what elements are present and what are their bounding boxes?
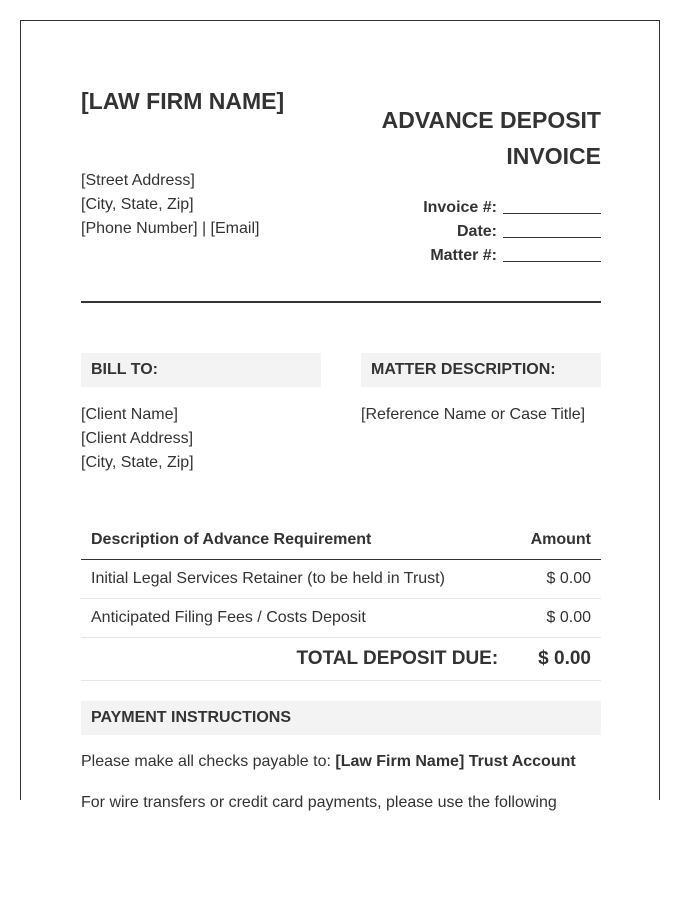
table-header-row [81,520,601,560]
invoice-date-blank[interactable] [503,219,601,238]
deposit-table [81,520,601,681]
invoice-title: ADVANCE DEPOSIT INVOICE [381,107,601,169]
wire-transfer-line: For wire transfers or credit card payments, please use the following [81,794,557,811]
total-amount: $ 0.00 [538,648,591,669]
firm-phone-email: [Phone Number] | [Email] [81,220,260,237]
checks-payee: [Law Firm Name] Trust Account [335,753,576,770]
invoice-number-label: Invoice #: [423,199,497,216]
firm-address [81,169,341,241]
bill-to-heading: BILL TO: [81,353,321,387]
client-city-state-zip: [City, State, Zip] [81,454,194,471]
description-column-header: Description of Advance Requirement [91,531,372,548]
matter-number-label: Matter #: [430,247,497,264]
matter-number-blank[interactable] [503,243,601,262]
amount-column-header: Amount [530,531,591,548]
invoice-content [81,21,601,811]
firm-street: [Street Address] [81,172,195,189]
row-description: Initial Legal Services Retainer (to be held in Trust) [91,570,445,587]
invoice-date-label: Date: [456,223,497,240]
table-row [81,560,601,599]
bill-to-details [81,403,194,475]
matter-number-row [321,241,601,265]
client-address: [Client Address] [81,430,194,447]
row-description: Anticipated Filing Fees / Costs Deposit [91,609,366,626]
header-divider [81,301,601,303]
invoice-number-blank[interactable] [503,195,601,214]
firm-city-state-zip: [City, State, Zip] [81,196,194,213]
row-amount: $ 0.00 [546,570,591,587]
checks-payable-line [81,750,576,774]
table-row [81,599,601,638]
client-name: [Client Name] [81,406,178,423]
total-label: TOTAL DEPOSIT DUE: [296,648,499,669]
invoice-meta [321,193,601,265]
invoice-date-row [321,217,601,241]
firm-name: [LAW FIRM NAME] [81,88,285,114]
invoice-number-row [321,193,601,217]
row-amount: $ 0.00 [546,609,591,626]
payment-instructions-heading: PAYMENT INSTRUCTIONS [81,701,601,735]
total-row [81,638,601,681]
invoice-page [20,20,660,811]
matter-reference: [Reference Name or Case Title] [361,406,586,423]
matter-description-heading: MATTER DESCRIPTION: [361,353,601,387]
checks-payable-prefix: Please make all checks payable to: [81,753,336,770]
